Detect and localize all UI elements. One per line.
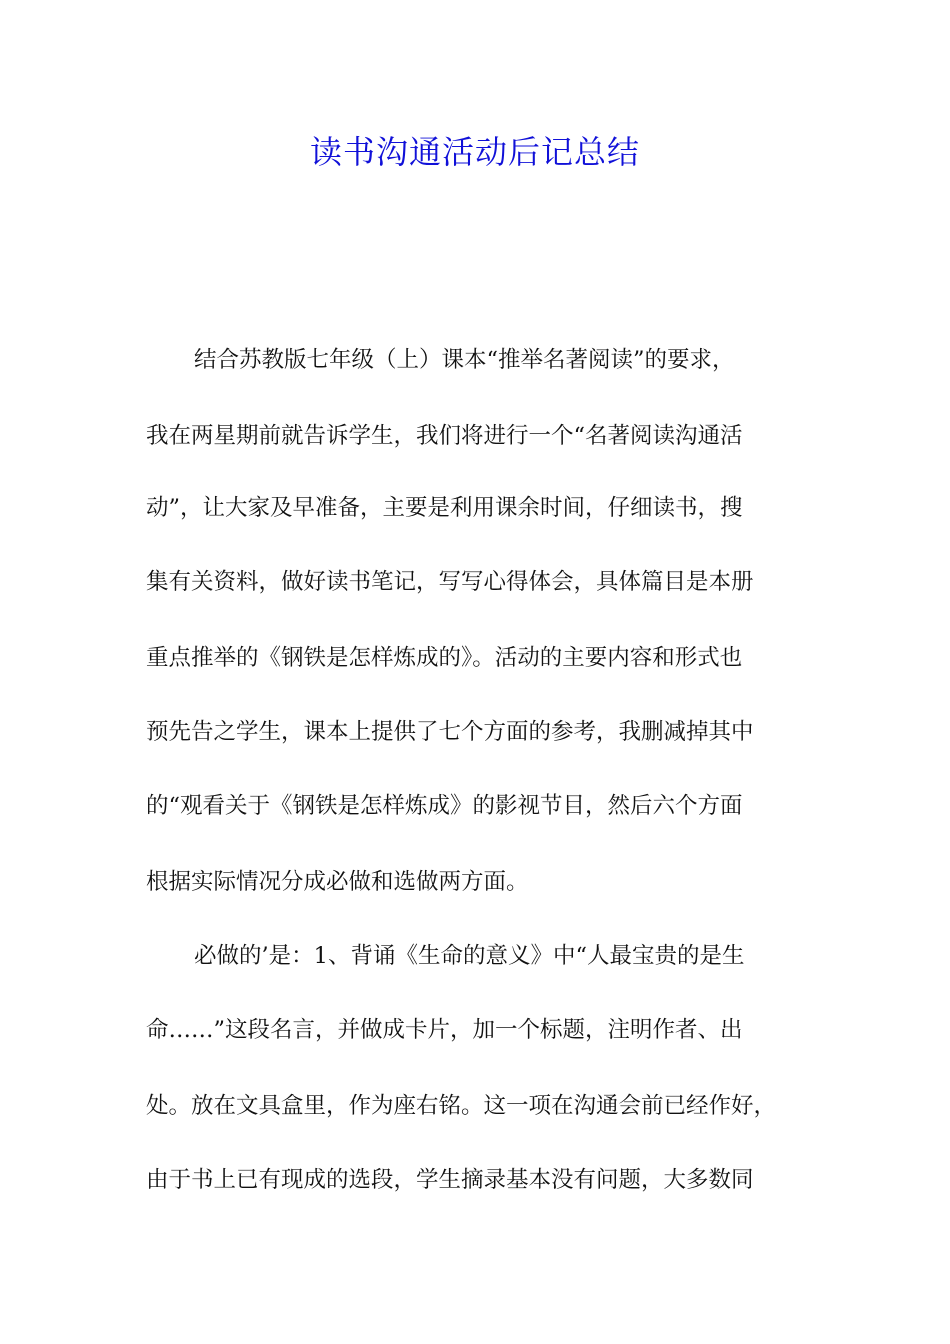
- paragraph-2-line-3: 处。放在文具盒里，作为座右铭。这一项在沟通会前已经作好，: [146, 1093, 777, 1119]
- document-title: 读书沟通活动后记总结: [309, 133, 640, 171]
- paragraph-1-line-5: 重点推举的《钢铁是怎样炼成的》。活动的主要内容和形式也: [146, 645, 743, 671]
- paragraph-1-line-3: 动”，让大家及早准备，主要是利用课余时间，仔细读书，搜: [146, 495, 743, 521]
- paragraph-1-line-4: 集有关资料，做好读书笔记，写写心得体会，具体篇目是本册: [146, 569, 754, 595]
- paragraph-1-line-6: 预先告之学生，课本上提供了七个方面的参考，我删减掉其中: [146, 719, 754, 745]
- paragraph-1-line-1: 结合苏教版七年级（上）课本“推举名著阅读”的要求，: [194, 347, 735, 373]
- paragraph-1-line-8: 根据实际情况分成必做和选做两方面。: [146, 869, 529, 895]
- paragraph-2-line-4: 由于书上已有现成的选段，学生摘录基本没有问题，大多数同: [146, 1167, 754, 1193]
- paragraph-1-line-7: 的“观看关于《钢铁是怎样炼成》的影视节目，然后六个方面: [146, 793, 743, 819]
- paragraph-2-line-2: 命……”这段名言，并做成卡片，加一个标题，注明作者、出: [146, 1017, 743, 1043]
- paragraph-2-line-1: 必做的’是：1、背诵《生命的意义》中“人最宝贵的是生: [194, 943, 745, 969]
- paragraph-1-line-2: 我在两星期前就告诉学生，我们将进行一个“名著阅读沟通活: [146, 423, 743, 449]
